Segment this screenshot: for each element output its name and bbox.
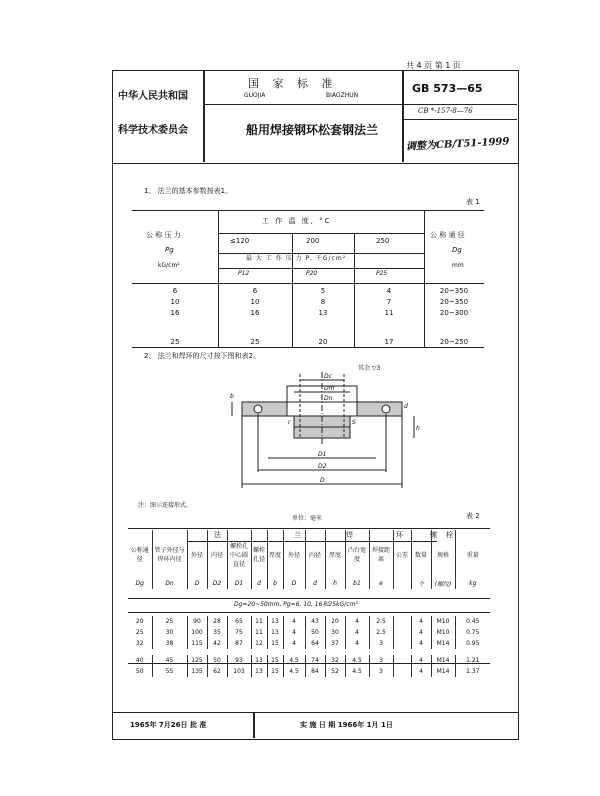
fig-label-dm: Dm [324, 385, 335, 392]
t2-group-1: 法 [214, 531, 221, 539]
effective-date: 实 施 日 期 1966年 1月 1日 [300, 721, 393, 729]
table-2-label: 表 2 [466, 512, 480, 520]
t2-group-4: 环 [396, 531, 403, 539]
handwritten-code: CB *-157-8—76 [418, 107, 473, 115]
page-info: 共 4 页 第 1 页 [406, 61, 461, 70]
t2-group-3: 焊 [346, 531, 353, 539]
header-divider-1 [203, 71, 205, 162]
document-title: 船用焊接钢环松套钢法兰 [246, 123, 379, 137]
standard-pinyin-2: BIAOZHUN [326, 92, 359, 99]
section-1-text: 1、 法兰的基本参数按表1。 [144, 187, 233, 195]
table-row: 20 25 90 28 65 11 13 4 43 20 4 2.5 4 M10 0.45 [128, 616, 490, 627]
fig-label-s: S [352, 419, 356, 426]
table-2-header: 公称通径 管子外径与焊环内径 外径 内径 螺栓孔中心圆直径 螺栓孔径 厚度 外径 内径 厚度 凸台宽度 焊接距离 公差 数量 规格 重量 Dg Dn D D2 D1 d b D d h b1 e 个 (螺纹) kg [128, 530, 490, 589]
standard-pinyin-1: GUOJIA [244, 92, 266, 99]
t1-max-pressure: 最 大 工 作 压 力 P, 千G/cm² [246, 255, 347, 262]
t1-dia-range: 公 称 通 径 [430, 231, 465, 239]
t2-group-2: 兰 [294, 531, 301, 539]
t1-p12: P12 [238, 270, 250, 277]
table-row: 10 10 8 7 20~350 [170, 297, 469, 306]
footer-divider [253, 713, 255, 738]
t1-temp-2: 200 [306, 237, 320, 245]
t1-temp-3: 250 [376, 237, 390, 245]
t1-temp-1: ≤120 [230, 237, 250, 245]
t1-p25: P25 [376, 270, 388, 277]
fig-label-dn: Dn [324, 395, 333, 402]
standard-code: GB 573—65 [412, 82, 483, 95]
table-1-label: 表 1 [466, 198, 480, 206]
t1-pg: Pg [165, 246, 174, 254]
fig-label-h: h [416, 425, 420, 432]
standard-label: 国 家 标 准 [248, 77, 338, 90]
fig-label-d: d [404, 403, 408, 410]
fig-label-d2: D2 [318, 463, 327, 470]
section-2-text: 2、 法兰和焊环的尺寸按下图和表2。 [144, 352, 261, 360]
header-hline [204, 104, 517, 105]
fig-label-d1: D1 [318, 451, 327, 458]
t1-dg: Dg [452, 246, 462, 254]
fig-label-d-outer: D [320, 477, 325, 484]
table-row: 25 30 100 35 75 11 13 4 50 30 4 2.5 4 M10 0.75 [128, 627, 490, 638]
table-row: 50 55 135 62 103 13 15 4.5 84 52 4.5 3 4 M14 1.37 [128, 666, 490, 677]
table-row: 16 16 13 11 20~300 [170, 308, 469, 317]
fig-label-r: r [288, 419, 291, 426]
handwritten-revision: 调整为CB/T51-1999 [405, 136, 510, 153]
approval-date: 1965年 7月26日 批 准 [130, 721, 207, 729]
t1-p20: P20 [306, 270, 318, 277]
t2-group-5: 螺 [430, 531, 437, 539]
figure-roughness-note: 其余 ▽3 [358, 365, 381, 372]
header-divider-2 [402, 71, 404, 162]
note-text: 注：图示连接形式。 [138, 502, 193, 509]
header-code-hline [403, 119, 517, 120]
t1-work-temp: 工 作 温 度, °C [262, 217, 332, 225]
issuer-bottom: 科学技术委员会 [118, 125, 188, 136]
flange-drawing [228, 372, 428, 497]
table-row: 32 38 115 42 87 12 15 4 64 37 4 3 4 M14 0.95 [128, 638, 490, 649]
issuer-top: 中华人民共和国 [118, 91, 188, 102]
t1-mm: mm [452, 262, 464, 269]
table-1-body [132, 285, 484, 347]
fig-label-dc: Dc [324, 373, 332, 380]
table-row: 6 6 5 4 20~350 [172, 286, 469, 295]
table-2-body [128, 616, 490, 677]
table-row: 40 45 125 50 93 13 15 4.5 74 32 4.5 3 4 M14 1.21 [128, 655, 490, 666]
t1-nominal-pressure: 公 称 压 力 [146, 231, 181, 239]
fig-label-b: b [230, 393, 234, 400]
table-row: 25 25 20 17 20~250 [170, 337, 469, 346]
t2-span-note: Dg=20~50mm, Pg=6, 10, 16和25kG/cm² [234, 601, 358, 608]
t1-unit: kG/cm² [158, 262, 180, 269]
table-2-unit: 单位：毫米 [292, 515, 323, 522]
t2-group-6: 栓 [446, 531, 453, 539]
